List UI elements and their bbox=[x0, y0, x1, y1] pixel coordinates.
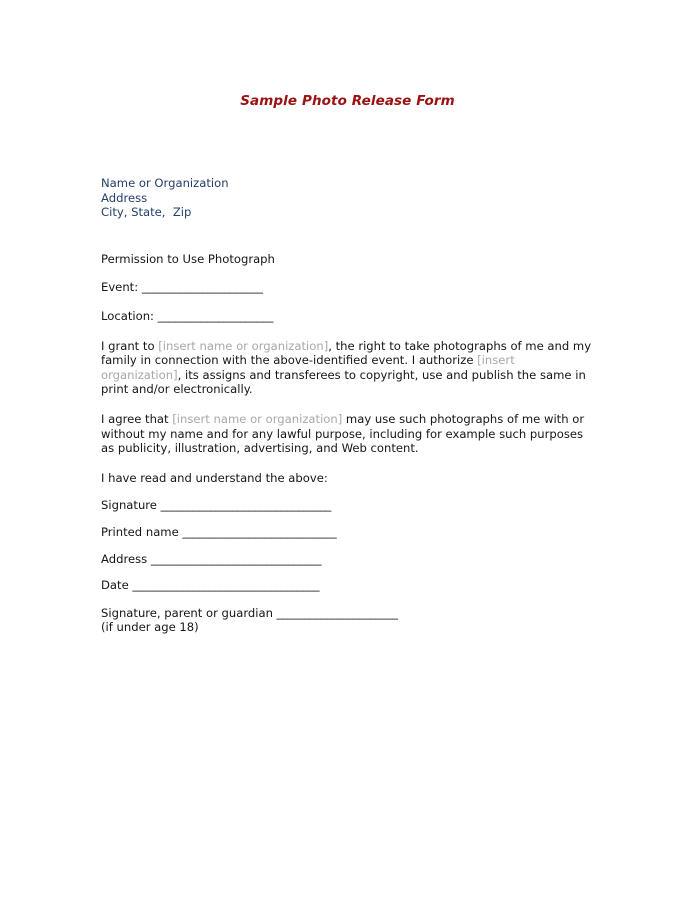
grant-paragraph bbox=[101, 339, 595, 397]
page-title: Sample Photo Release Form bbox=[240, 93, 455, 109]
signature-field-label: Signature bbox=[101, 498, 161, 513]
letterhead-address: Address bbox=[101, 190, 148, 205]
letterhead-name: Name or Organization bbox=[101, 176, 229, 190]
letterhead-city-state-zip: City, State, Zip bbox=[101, 205, 192, 220]
event-field-label: Event: bbox=[101, 280, 142, 295]
grant-text-part2: , the right to take photographs of me and my family in connection with the above-identified event. I authorize bbox=[101, 338, 592, 368]
location-field-row bbox=[101, 309, 595, 324]
spacer bbox=[101, 593, 595, 606]
spacer bbox=[101, 295, 595, 309]
printed-name-field-label: Printed name bbox=[101, 524, 183, 539]
spacer bbox=[101, 397, 595, 412]
address-field-blank[interactable]: _______________________________ bbox=[150, 551, 322, 566]
date-field-blank[interactable]: __________________________________ bbox=[132, 578, 320, 593]
spacer bbox=[101, 324, 595, 339]
guardian-age-note: (if under age 18) bbox=[101, 620, 199, 635]
date-field-row bbox=[101, 578, 595, 593]
signature-field-row bbox=[101, 498, 595, 513]
location-field-label: Location: bbox=[101, 308, 158, 323]
agreement-placeholder-organization: [insert name or organization] bbox=[172, 411, 343, 426]
guardian-signature-field-label: Signature, parent or guardian bbox=[101, 605, 277, 620]
section-heading: Permission to Use Photograph bbox=[101, 251, 275, 266]
letterhead-block bbox=[101, 176, 595, 220]
address-field-row bbox=[101, 552, 595, 567]
printed-name-field-row bbox=[101, 525, 595, 540]
document-body bbox=[101, 176, 595, 635]
spacer bbox=[101, 485, 595, 498]
guardian-signature-field-blank[interactable]: ______________________ bbox=[276, 605, 398, 620]
grant-text-part3: , its assigns and transferees to copyright, use and publish the same in print and/or electronically. bbox=[101, 367, 586, 397]
spacer bbox=[101, 566, 595, 578]
spacer bbox=[101, 513, 595, 525]
acknowledgement-line: I have read and understand the above: bbox=[101, 470, 328, 485]
agreement-text-part2: may use such photographs of me with or without my name and for any lawful purpose, including for example such purposes as publicity, illustration, advertising, and Web content. bbox=[101, 411, 585, 456]
address-field-label: Address bbox=[101, 551, 151, 566]
date-field-label: Date bbox=[101, 578, 133, 593]
grant-placeholder-organization-2: [insert organization] bbox=[101, 353, 515, 382]
grant-placeholder-organization-1: [insert name or organization] bbox=[158, 338, 329, 353]
guardian-signature-field-row bbox=[101, 606, 595, 621]
spacer bbox=[101, 540, 595, 552]
spacer bbox=[101, 220, 595, 252]
signature-field-blank[interactable]: _______________________________ bbox=[160, 498, 332, 513]
agreement-text-part1: I agree that bbox=[101, 411, 173, 426]
event-field-row bbox=[101, 280, 595, 295]
grant-text-part1: I grant to bbox=[101, 338, 159, 353]
spacer bbox=[101, 266, 595, 280]
agreement-paragraph bbox=[101, 412, 595, 456]
printed-name-field-blank[interactable]: ____________________________ bbox=[182, 524, 337, 539]
location-field-blank[interactable]: _____________________ bbox=[157, 308, 274, 323]
spacer bbox=[101, 456, 595, 471]
event-field-blank[interactable]: ______________________ bbox=[141, 280, 263, 295]
